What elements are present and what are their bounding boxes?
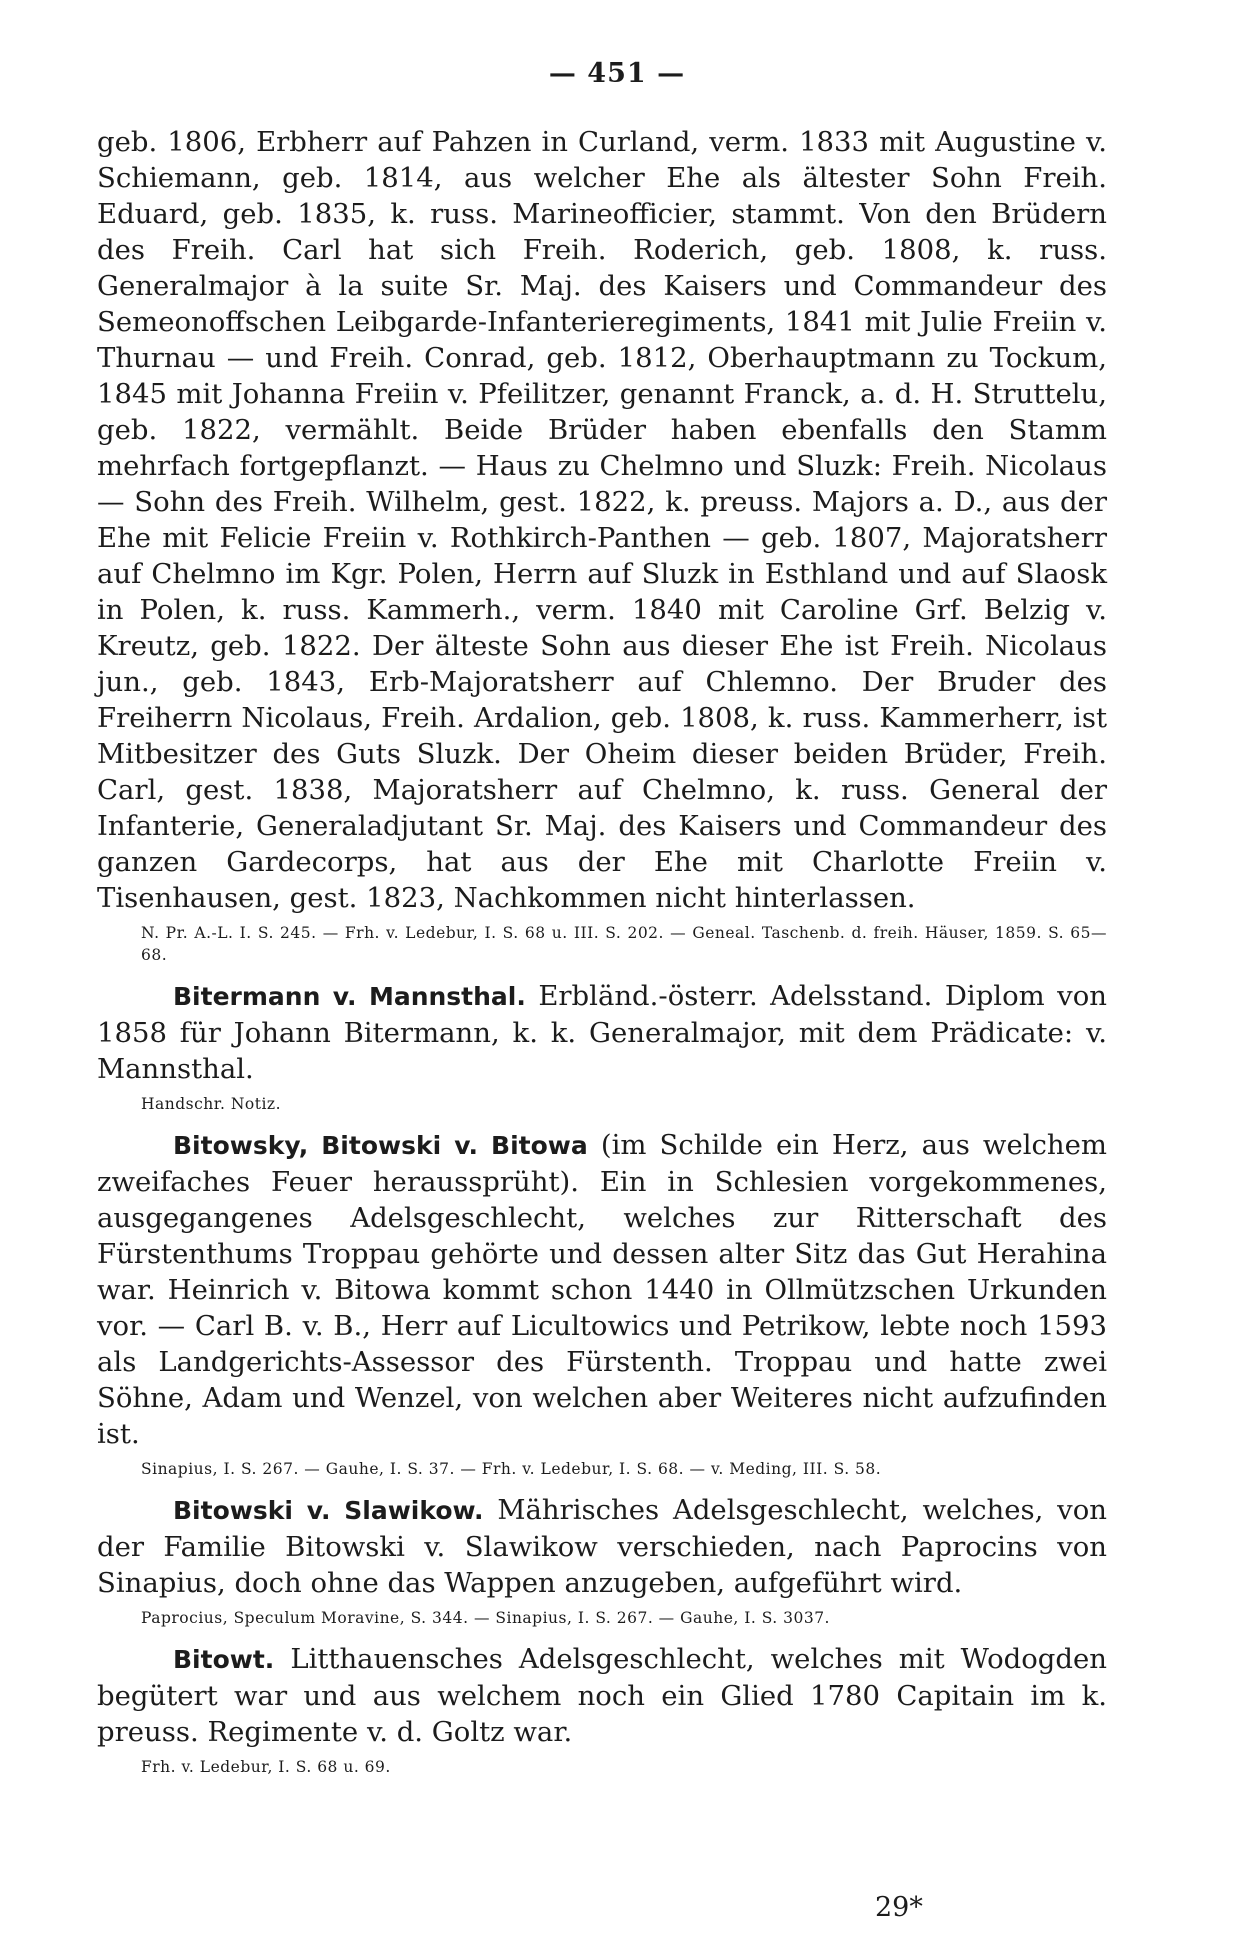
entry-paragraph	[97, 1127, 1107, 1452]
source-citation: Handschr. Notiz.	[141, 1095, 282, 1113]
entry-heading: Bitowski v. Slawikow.	[173, 1496, 484, 1525]
source-citation: Frh. v. Ledebur, I. S. 68 u. 69.	[141, 1758, 391, 1776]
signature-mark: 29*	[875, 1892, 923, 1923]
entry-text: Mährisches Adelsgeschlecht, welches, von der Familie Bitowski v. Slawikow verschieden, nach Paprocins von Sinapius, doch ohne das Wappen anzugeben, aufgeführt wird.	[97, 1494, 1107, 1599]
entry-bitowsky	[97, 1127, 1107, 1480]
entry-text: Erbländ.-österr. Adelsstand. Diplom von 1858 für Johann Bitermann, k. k. Generalmajor, mit dem Prädicate: v. Mannsthal.	[97, 980, 1107, 1085]
entry-text: Litthauensches Adelsgeschlecht, welches mit Wodogden begütert war und aus welchem noch ein Glied 1780 Capitain im k. preuss. Regimente v. d. Goltz war.	[97, 1643, 1107, 1748]
entry-heading: Bitowsky, Bitowski v. Bitowa	[173, 1131, 588, 1160]
entry-paragraph	[97, 1492, 1107, 1601]
entry-heading: Bitowt.	[173, 1645, 275, 1674]
entry-paragraph	[97, 978, 1107, 1087]
entry-text: (im Schilde ein Herz, aus welchem zweifaches Feuer heraussprüht). Ein in Schlesien vorgekommenes, ausgegangenes Adelsgeschlecht, welches zur Ritterschaft des Fürstenthums Troppau gehörte und dessen alter Sitz das Gut Herahina war. Heinrich v. Bitowa kommt schon 1440 in Ollmützschen Urkunden vor. — Carl B. v. B., Herr auf Licultowics und Petrikow, lebte noch 1593 als Landgerichts-Assessor des Fürstenth. Troppau und hatte zwei Söhne, Adam und Wenzel, von welchen aber Weiteres nicht aufzufinden ist.	[97, 1129, 1107, 1450]
source-citation: Sinapius, I. S. 267. — Gauhe, I. S. 37. — Frh. v. Ledebur, I. S. 68. — v. Meding, III. S. 58.	[141, 1460, 882, 1478]
page	[97, 52, 1107, 1784]
entry-heading: Bitermann v. Mannsthal.	[173, 982, 526, 1011]
continuation-paragraph: geb. 1806, Erbherr auf Pahzen in Curland, verm. 1833 mit Augustine v. Schiemann, geb. 1814, aus welcher Ehe als ältester Sohn Freih. Eduard, geb. 1835, k. russ. Marineofficier, stammt. Von den Brüdern des Freih. Carl hat sich Freih. Roderich, geb. 1808, k. russ. Generalmajor à la suite Sr. Maj. des Kaisers und Commandeur des Semeonoffschen Leibgarde-Infanterieregiments, 1841 mit Julie Freiin v. Thurnau — und Freih. Conrad, geb. 1812, Oberhauptmann zu Tockum, 1845 mit Johanna Freiin v. Pfeilitzer, genannt Franck, a. d. H. Struttelu, geb. 1822, vermählt. Beide Brüder haben ebenfalls den Stamm mehrfach fortgepflanzt. — Haus zu Chelmno und Sluzk: Freih. Nicolaus — Sohn des Freih. Wilhelm, gest. 1822, k. preuss. Majors a. D., aus der Ehe mit Felicie Freiin v. Rothkirch-Panthen — geb. 1807, Majoratsherr auf Chelmno im Kgr. Polen, Herrn auf Sluzk in Esthland und auf Slaosk in Polen, k. russ. Kammerh., verm. 1840 mit Caroline Grf. Belzig v. Kreutz, geb. 1822. Der älteste Sohn aus dieser Ehe ist Freih. Nicolaus jun., geb. 1843, Erb-Majoratsherr auf Chlemno. Der Bruder des Freiherrn Nicolaus, Freih. Ardalion, geb. 1808, k. russ. Kammerherr, ist Mitbesitzer des Guts Sluzk. Der Oheim dieser beiden Brüder, Freih. Carl, gest. 1838, Majoratsherr auf Chelmno, k. russ. General der Infanterie, Generaladjutant Sr. Maj. des Kaisers und Commandeur des ganzen Gardecorps, hat aus der Ehe mit Charlotte Freiin v. Tisenhausen, gest. 1823, Nachkommen nicht hinterlassen.	[97, 126, 1107, 914]
page-number: — 451 —	[548, 58, 686, 89]
source-citation: Paprocius, Speculum Moravine, S. 344. — Sinapius, I. S. 267. — Gauhe, I. S. 3037.	[141, 1609, 830, 1627]
entry-bitowski-slawikow	[97, 1492, 1107, 1629]
entry-bitermann	[97, 978, 1107, 1115]
source-citation: N. Pr. A.-L. I. S. 245. — Frh. v. Ledebur, I. S. 68 u. III. S. 202. — Geneal. Taschenb. d. freih. Häuser, 1859. S. 65—68.	[141, 924, 1107, 964]
entry-bitowt	[97, 1641, 1107, 1778]
entry-paragraph	[97, 1641, 1107, 1750]
